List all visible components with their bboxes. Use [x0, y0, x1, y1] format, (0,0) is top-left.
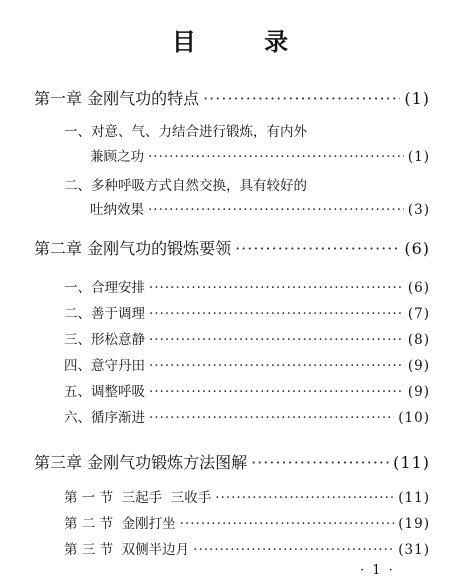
- toc-entry: [64, 120, 430, 140]
- toc-entry: [64, 328, 430, 348]
- toc-entry: [64, 174, 430, 194]
- chapter-title: 第二章 金刚气功的锻炼要领: [34, 239, 232, 258]
- leader-dots: [148, 202, 404, 218]
- footer-page-number: · 1 ·: [360, 563, 395, 578]
- entry-title: 六、循序渐进: [64, 410, 145, 426]
- page-number: (31): [398, 542, 430, 558]
- leader-dots: [149, 410, 394, 426]
- toc-entry: [64, 512, 430, 532]
- page-number: (10): [398, 410, 430, 426]
- leader-dots: [215, 490, 394, 506]
- leader-dots: [251, 453, 389, 472]
- entry-title: 第 二 节 金刚打坐: [64, 516, 176, 532]
- page-number: (6): [404, 239, 430, 258]
- leader-dots: [149, 358, 404, 374]
- chapter-title: 第一章 金刚气功的特点: [34, 89, 200, 108]
- entry-title: 三、形松意静: [64, 332, 145, 348]
- leader-dots: [203, 89, 400, 108]
- toc-entry-continuation: [90, 145, 430, 165]
- toc-entry: [64, 276, 430, 296]
- entry-title: 第 一 节 三起手 三收手: [64, 490, 212, 506]
- toc-entry: [64, 302, 430, 322]
- leader-dots: [235, 239, 400, 258]
- page-number: (1): [404, 89, 430, 108]
- toc-entry: [64, 538, 430, 558]
- page-number: (9): [407, 384, 430, 400]
- entry-title: 一、对意、气、力结合进行锻炼，有内外: [64, 124, 307, 140]
- toc-chapter-3: [34, 450, 430, 473]
- leader-dots: [149, 332, 404, 348]
- chapter-title: 第三章 金刚气功锻炼方法图解: [34, 453, 248, 472]
- toc-entry: [64, 406, 430, 426]
- leader-dots: [180, 516, 395, 532]
- entry-title: 一、合理安排: [64, 280, 145, 296]
- leader-dots: [149, 306, 404, 322]
- entry-title-continued: 兼顾之功: [90, 149, 144, 165]
- toc-chapter-1: [34, 86, 430, 109]
- entry-title-continued: 吐纳效果: [90, 202, 144, 218]
- leader-dots: [148, 149, 404, 165]
- entry-title: 二、多种呼吸方式自然交换，具有较好的: [64, 178, 307, 194]
- page-number: (3): [407, 202, 430, 218]
- toc-entry: [64, 486, 430, 506]
- entry-title: 二、善于调理: [64, 306, 145, 322]
- entry-title: 五、调整呼吸: [64, 384, 145, 400]
- entry-title: 第 三 节 双侧半边月: [64, 542, 190, 558]
- page-number: (11): [398, 490, 430, 506]
- page-number: (7): [407, 306, 430, 322]
- entry-title: 四、意守丹田: [64, 358, 145, 374]
- toc-entry: [64, 380, 430, 400]
- page-title: 目 录: [171, 27, 319, 56]
- toc-entry: [64, 354, 430, 374]
- leader-dots: [149, 280, 404, 296]
- page-number: (8): [407, 332, 430, 348]
- toc-chapter-2: [34, 236, 430, 259]
- page-number: (6): [407, 280, 430, 296]
- page-number: (11): [393, 453, 430, 472]
- toc-entry-continuation: [90, 198, 430, 218]
- page-number: (9): [407, 358, 430, 374]
- leader-dots: [193, 542, 394, 558]
- leader-dots: [149, 384, 404, 400]
- page-number: (1): [407, 149, 430, 165]
- page-number: (19): [398, 516, 430, 532]
